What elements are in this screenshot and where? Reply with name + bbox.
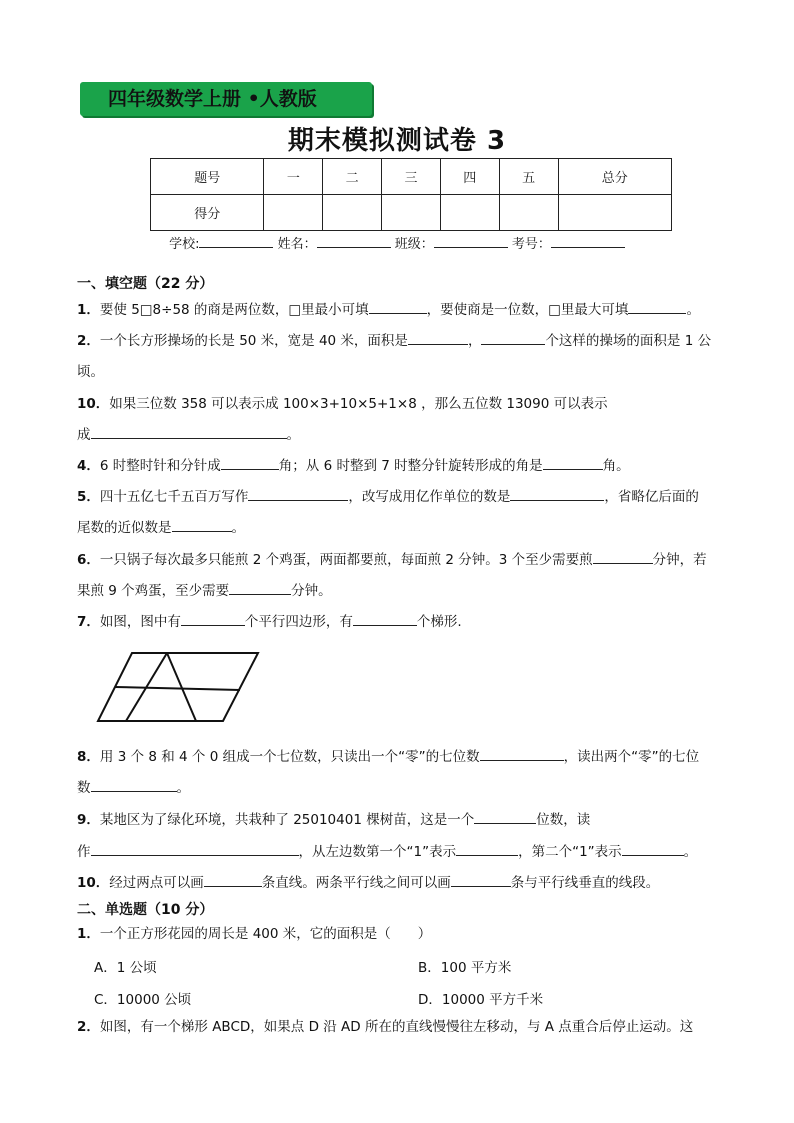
answer-blank[interactable]	[91, 778, 177, 792]
option-b[interactable]: B．100 平方米	[418, 960, 512, 976]
question-8: 8．用 3 个 8 和 4 个 0 组成一个七位数，只读出一个“零”的七位数 ，读出两个“零”的七位	[77, 749, 700, 765]
section2-heading: 二、单选题（10 分）	[77, 902, 214, 918]
grade-banner: 四年级数学上册 •人教版	[80, 82, 372, 116]
table-cell: 总分	[558, 159, 671, 195]
exam-no-label: 考号：	[511, 237, 551, 252]
question-4: 4．6 时整时针和分针成 角；从 6 时整到 7 时整分针旋转形成的角是 角。	[77, 458, 630, 474]
answer-blank[interactable]	[480, 747, 564, 761]
name-label: 姓名：	[277, 237, 317, 252]
question-7: 7．如图，图中有 个平行四边形，有 个梯形.	[77, 614, 462, 630]
class-blank[interactable]	[434, 235, 508, 248]
answer-blank[interactable]	[543, 456, 603, 470]
exam-no-blank[interactable]	[551, 235, 625, 248]
school-blank[interactable]	[199, 235, 273, 248]
answer-blank[interactable]	[628, 300, 686, 314]
question-8-cont: 数 。	[77, 780, 190, 796]
section1-heading: 一、填空题（22 分）	[77, 276, 214, 292]
name-blank[interactable]	[317, 235, 391, 248]
question-2-cont: 顷。	[77, 364, 104, 380]
answer-blank[interactable]	[408, 331, 468, 345]
option-d[interactable]: D．10000 平方千米	[418, 992, 544, 1008]
answer-blank[interactable]	[510, 487, 604, 501]
score-cell[interactable]	[264, 195, 323, 231]
table-cell: 得分	[151, 195, 264, 231]
question-1: 1．要使 5□8÷58 的商是两位数，□里最小可填 ，要使商是一位数，□里最大可填 。	[77, 302, 700, 318]
mc-question-2: 2．如图，有一个梯形 ABCD，如果点 D 沿 AD 所在的直线慢慢往左移动，与 A 点重合后停止运动。这	[77, 1019, 694, 1035]
score-cell[interactable]	[499, 195, 558, 231]
answer-blank[interactable]	[474, 810, 536, 824]
answer-blank[interactable]	[481, 331, 545, 345]
score-cell[interactable]	[323, 195, 382, 231]
answer-blank[interactable]	[451, 873, 511, 887]
option-c[interactable]: C．10000 公顷	[94, 992, 192, 1008]
score-table	[150, 158, 672, 231]
answer-blank[interactable]	[91, 425, 287, 439]
option-a[interactable]: A．1 公顷	[94, 960, 157, 976]
table-cell: 一	[264, 159, 323, 195]
student-info	[0, 233, 794, 252]
answer-blank[interactable]	[248, 487, 348, 501]
answer-blank[interactable]	[91, 842, 299, 856]
mc-question-1: 1．一个正方形花园的周长是 400 米，它的面积是（ ）	[77, 926, 432, 942]
table-cell: 二	[323, 159, 382, 195]
table-cell: 四	[440, 159, 499, 195]
page-title: 期末模拟测试卷 3	[287, 126, 507, 156]
score-cell[interactable]	[558, 195, 671, 231]
question-9-cont: 作 ，从左边数第一个“1”表示 ，第二个“1”表示 。	[77, 844, 698, 860]
parallelogram-figure	[95, 650, 265, 725]
question-5-cont: 尾数的近似数是 。	[77, 520, 245, 536]
answer-blank[interactable]	[229, 581, 291, 595]
answer-blank[interactable]	[593, 550, 653, 564]
answer-blank[interactable]	[181, 612, 245, 626]
answer-blank[interactable]	[353, 612, 417, 626]
question-3-cont: 成 。	[77, 427, 300, 443]
answer-blank[interactable]	[172, 518, 232, 532]
table-cell: 题号	[151, 159, 264, 195]
question-5: 5．四十五亿七千五百万写作 ，改写成用亿作单位的数是 ，省略亿后面的	[77, 489, 699, 505]
answer-blank[interactable]	[221, 456, 279, 470]
score-cell[interactable]	[440, 195, 499, 231]
score-cell[interactable]	[382, 195, 441, 231]
question-6: 6．一只锅子每次最多只能煎 2 个鸡蛋，两面都要煎，每面煎 2 分钟。3 个至少需要煎 分钟，若	[77, 552, 707, 568]
question-3: 10．如果三位数 358 可以表示成 100×3+10×5+1×8 ，那么五位数 13090 可以表示	[77, 396, 608, 412]
table-cell: 五	[499, 159, 558, 195]
question-10: 10．经过两点可以画 条直线。两条平行线之间可以画 条与平行线垂直的线段。	[77, 875, 660, 891]
table-cell: 三	[382, 159, 441, 195]
table-row	[151, 195, 672, 231]
class-label: 班级：	[394, 237, 434, 252]
answer-blank[interactable]	[204, 873, 262, 887]
question-9: 9．某地区为了绿化环境，共栽种了 25010401 棵树苗，这是一个 位数，读	[77, 812, 591, 828]
school-label: 学校:	[169, 237, 200, 252]
question-2: 2．一个长方形操场的长是 50 米，宽是 40 米，面积是 ， 个这样的操场的面积是 1 公	[77, 333, 712, 349]
answer-blank[interactable]	[369, 300, 427, 314]
question-6-cont: 果煎 9 个鸡蛋，至少需要 分钟。	[77, 583, 332, 599]
table-row	[151, 159, 672, 195]
answer-blank[interactable]	[622, 842, 684, 856]
answer-blank[interactable]	[456, 842, 518, 856]
